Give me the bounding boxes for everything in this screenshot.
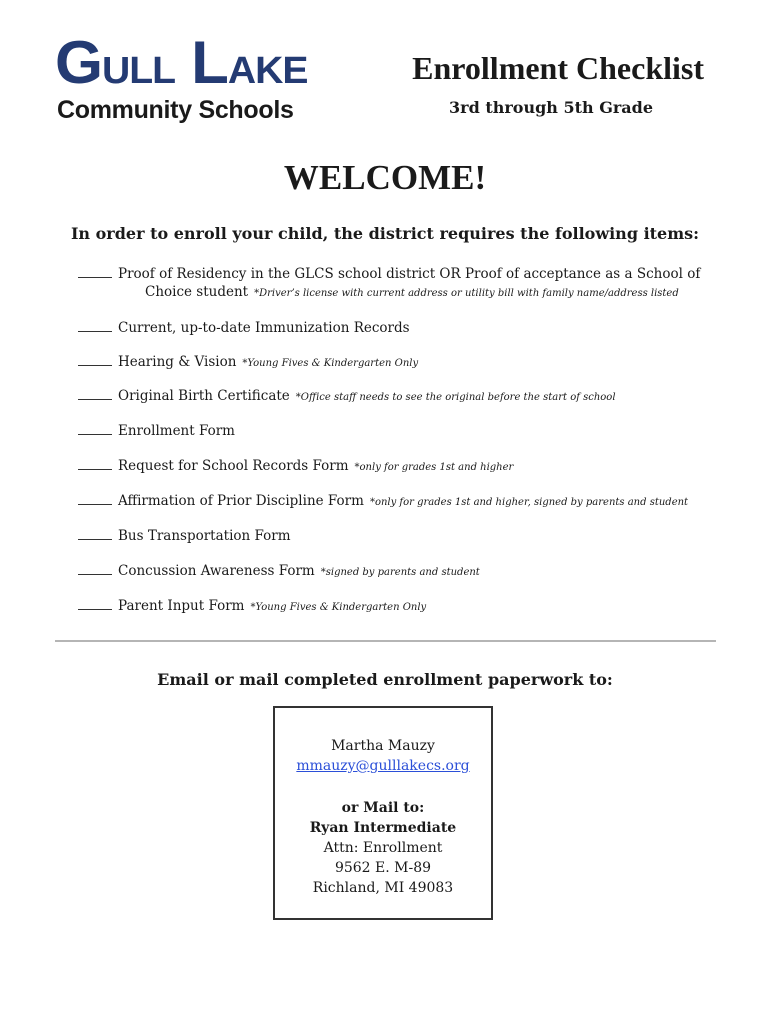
checkbox-blank-line[interactable]: [78, 491, 112, 505]
checklist-item: [78, 386, 616, 404]
checklist-item-note: *Office staff needs to see the original before the start of school: [295, 392, 616, 403]
checklist-item: [78, 264, 700, 300]
checkbox-blank-line[interactable]: [78, 561, 112, 575]
checkbox-blank-line[interactable]: [78, 264, 112, 278]
checkbox-blank-line[interactable]: [78, 456, 112, 470]
gull-lake-logo: [55, 29, 308, 126]
contact-email-link[interactable]: mmauzy@gulllakecs.org: [296, 758, 470, 774]
welcome-heading: WELCOME!: [283, 158, 487, 197]
logo-wordmark: GULL LAKE: [55, 29, 308, 96]
checklist-item: [78, 456, 513, 474]
section-divider: [55, 640, 716, 642]
checklist-item-label: Current, up-to-date Immunization Records: [118, 320, 410, 336]
checklist-item-label: Hearing & Vision: [118, 354, 237, 370]
checklist-item-note: *Young Fives & Kindergarten Only: [250, 602, 427, 613]
checklist-item-note: *Young Fives & Kindergarten Only: [242, 358, 419, 369]
checkbox-blank-line[interactable]: [78, 352, 112, 366]
checklist-item: [78, 421, 241, 439]
checklist-item-note: *only for grades 1st and higher, signed by parents and student: [369, 497, 689, 508]
checkbox-blank-line[interactable]: [78, 526, 112, 540]
page-title: Enrollment Checklist: [412, 50, 704, 86]
checklist-item: [78, 352, 418, 370]
checklist-item-note: *only for grades 1st and higher: [354, 462, 514, 473]
checklist-item: [78, 491, 688, 509]
mail-label: or Mail to:: [341, 800, 425, 816]
school-name: Ryan Intermediate: [309, 820, 457, 836]
checklist-item-label: Bus Transportation Form: [118, 528, 291, 544]
checklist-item: [78, 526, 297, 544]
checklist-item-label: Enrollment Form: [118, 423, 235, 439]
checkbox-blank-line[interactable]: [78, 596, 112, 610]
checklist-item-label: Concussion Awareness Form: [118, 563, 315, 579]
checklist-item-label: Request for School Records Form: [118, 458, 349, 474]
contact-name: Martha Mauzy: [331, 738, 435, 754]
logo-subtitle: Community Schools: [57, 96, 294, 124]
page-subtitle: 3rd through 5th Grade: [449, 98, 654, 117]
checklist-item-label: Proof of Residency in the GLCS school district OR Proof of acceptance as a School of: [118, 266, 701, 282]
checkbox-blank-line[interactable]: [78, 318, 112, 332]
intro-text: In order to enroll your child, the district requires the following items:: [70, 224, 700, 243]
checkbox-blank-line[interactable]: [78, 386, 112, 400]
checklist-item: [78, 596, 426, 614]
checklist-item-label-cont: Choice student: [145, 284, 249, 300]
checkbox-blank-line[interactable]: [78, 421, 112, 435]
checklist-item-note: *Driver’s license with current address or utility bill with family name/address listed: [254, 288, 679, 299]
checklist-item-label: Original Birth Certificate: [118, 388, 290, 404]
checklist-item-label: Parent Input Form: [118, 598, 245, 614]
checklist-item-note: *signed by parents and student: [320, 567, 480, 578]
checklist-item-label: Affirmation of Prior Discipline Form: [118, 493, 364, 509]
checklist-item: [78, 318, 416, 336]
submission-heading: Email or mail completed enrollment paperwork to:: [157, 670, 613, 689]
street-address: 9562 E. M-89: [334, 860, 432, 876]
attn-line: Attn: Enrollment: [323, 840, 443, 856]
contact-box: [273, 706, 493, 920]
checklist-item: [78, 561, 480, 579]
city-state-zip: Richland, MI 49083: [312, 880, 454, 896]
